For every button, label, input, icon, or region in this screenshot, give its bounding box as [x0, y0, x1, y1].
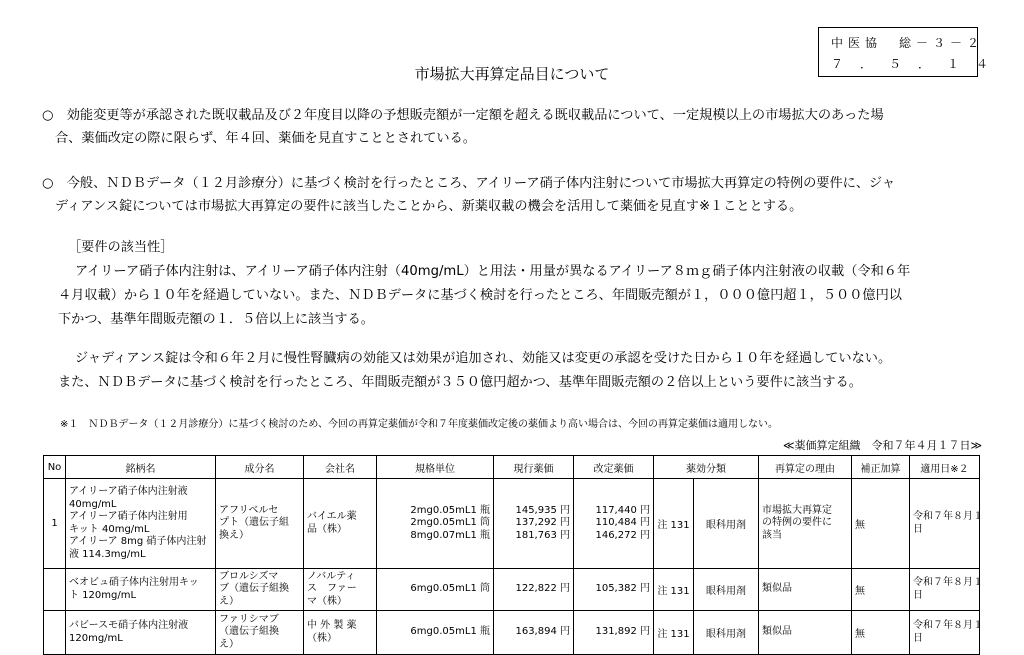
cell-current-price-line: 163,894 円 [515, 626, 570, 638]
header-correction: 補正加算 [852, 456, 910, 479]
cell-correction: 無 [852, 479, 910, 569]
cell-unit [377, 479, 494, 569]
cell-date-line: 令和７年８月１ [913, 511, 983, 522]
footnote: ※１ ＮＤＢデータ（１２月診療分）に基づく検討のため、今回の再算定薬価が令和７年度薬価改定後の薬価より高い場合は、今回の再算定薬価は適用しない。 [60, 419, 778, 430]
header-reason: 再算定の理由 [759, 456, 852, 479]
cell-company [304, 569, 377, 611]
cell-brand [66, 479, 216, 569]
cell-reason-line: の特例の要件に [762, 517, 832, 529]
cell-brand-line: アイリーア 8mg 硝子体内注射 [69, 536, 207, 547]
cell-category: 眼科用剤 [694, 479, 759, 569]
cell-date [910, 479, 983, 569]
cell-category-code: 注 131 [654, 611, 694, 655]
cell-unit-line: 6mg0.05mL1 瓶 [410, 626, 490, 638]
cell-company-line: 品（株） [307, 523, 347, 535]
cell-date-line: 日 [913, 523, 923, 535]
cell-correction: 無 [852, 611, 910, 655]
cell-unit-line: 6mg0.05mL1 筒 [410, 583, 490, 595]
page-title: 市場拡大再算定品目について [414, 65, 610, 83]
cell-no [44, 569, 66, 611]
cell-reason-line: 該当 [762, 529, 782, 541]
cell-reason [759, 611, 852, 655]
cell-date [910, 611, 983, 655]
cell-ingredient-line: ブ（遺伝子組換 [219, 583, 289, 595]
cell-reason [759, 569, 852, 611]
cell-category: 眼科用剤 [694, 569, 759, 611]
cell-reason-line: 類似品 [762, 583, 792, 595]
cell-company-line: （株） [307, 632, 337, 644]
cell-date [910, 569, 983, 611]
cell-brand [66, 569, 216, 611]
cell-company-line: 中 外 製 薬 [307, 620, 357, 631]
cell-reason [759, 479, 852, 569]
cell-current-price-line: 145,935 円 [515, 504, 570, 516]
header-date: 適用日※２ [910, 456, 980, 479]
cell-brand [66, 611, 216, 655]
cell-brand-line: ト 120mg/mL [69, 589, 137, 601]
reference-date: ７．５．１４ [831, 57, 1006, 71]
organization-date: ≪薬価算定組織 令和７年４月１７日≫ [782, 439, 982, 452]
requirement-2-line-1: ジャディアンス錠は令和６年２月に慢性腎臓病の効能又は効果が追加され、効能又は変更の承認を受けた日から１０年を経過していない。 [75, 351, 892, 366]
paragraph-2-line-2: ディアンス錠については市場拡大再算定の要件に該当したことから、新薬収載の機会を活用して薬価を見直す※１こととする。 [55, 199, 803, 214]
cell-current-price-line: 181,763 円 [515, 529, 570, 541]
cell-ingredient-line: ファリシマブ [219, 613, 279, 625]
cell-unit-line: 2mg0.05mL1 筒 [410, 517, 490, 529]
cell-company-line: ス ファー [307, 583, 357, 595]
cell-reason-line: 類似品 [762, 626, 792, 638]
cell-brand-line: 40mg/mL [69, 498, 117, 510]
cell-current-price-line: 122,822 円 [515, 583, 570, 595]
table-row [44, 611, 980, 655]
cell-ingredient-line: プト（遺伝子組 [219, 517, 289, 529]
cell-brand-line: バビースモ硝子体内注射液 [69, 620, 189, 631]
cell-current-price [494, 569, 574, 611]
header-current-price: 現行薬価 [494, 456, 574, 479]
cell-current-price [494, 479, 574, 569]
cell-revised-price-line: 105,382 円 [595, 583, 650, 595]
cell-ingredient [216, 611, 304, 655]
cell-revised-price-line: 146,272 円 [595, 529, 650, 541]
cell-ingredient-line: （遺伝子組換 [219, 626, 279, 638]
cell-unit-line: 2mg0.05mL1 瓶 [410, 504, 490, 516]
cell-current-price-line: 137,292 円 [515, 517, 570, 529]
cell-revised-price [574, 569, 654, 611]
cell-company [304, 611, 377, 655]
cell-category: 眼科用剤 [694, 611, 759, 655]
cell-correction: 無 [852, 569, 910, 611]
header-category: 薬効分類 [654, 456, 759, 479]
cell-revised-price-line: 110,484 円 [595, 517, 650, 529]
table-body [44, 479, 983, 655]
cell-company-line: マ（株） [307, 595, 347, 607]
paragraph-2-line-1: ○ 今般、ＮＤＢデータ（１２月診療分）に基づく検討を行ったところ、アイリーア硝子体内注射について市場拡大再算定の特例の要件に、ジャ [42, 176, 896, 191]
table-header-row [44, 456, 980, 479]
requirement-1-line-3: 下かつ、基準年間販売額の１．５倍以上に該当する。 [58, 312, 374, 327]
cell-reason-line: 市場拡大再算定 [762, 504, 832, 516]
cell-ingredient-line: え） [219, 638, 239, 650]
cell-ingredient-line: え） [219, 595, 239, 607]
cell-current-price [494, 611, 574, 655]
cell-brand-line: ベオビュ硝子体内注射用キッ [69, 577, 199, 588]
reference-code: 中医協 総－３－２ [831, 36, 985, 50]
header-brand: 銘柄名 [66, 456, 216, 479]
header-ingredient: 成分名 [216, 456, 304, 479]
header-company: 会社名 [304, 456, 377, 479]
cell-revised-price [574, 479, 654, 569]
cell-brand-line: アイリーア硝子体内注射用 [69, 511, 188, 522]
cell-date-line: 令和７年８月１ [913, 577, 983, 588]
cell-ingredient [216, 479, 304, 569]
cell-date-line: 日 [913, 632, 923, 644]
cell-category-code: 注 131 [654, 569, 694, 611]
cell-brand-line: アイリーア硝子体内注射液 [69, 486, 188, 497]
paragraph-1-line-2: 合、薬価改定の際に限らず、年４回、薬価を見直すこととされている。 [55, 131, 476, 146]
cell-company [304, 479, 377, 569]
cell-revised-price-line: 117,440 円 [595, 504, 650, 516]
cell-revised-price [574, 611, 654, 655]
header-unit: 規格単位 [377, 456, 494, 479]
cell-ingredient-line: 換え） [219, 529, 249, 541]
cell-date-line: 令和７年８月１ [913, 620, 983, 631]
paragraph-1-line-1: ○ 効能変更等が承認された既収載品及び２年度目以降の予想販売額が一定額を超える既収載品について、一定規模以上の市場拡大のあった場 [42, 108, 884, 123]
cell-revised-price-line: 131,892 円 [595, 626, 650, 638]
cell-date-line: 日 [913, 589, 923, 601]
header-no: No [44, 456, 66, 479]
cell-brand-line: 120mg/mL [69, 632, 123, 644]
cell-ingredient-line: アフリベルセ [219, 504, 279, 516]
cell-ingredient-line: ブロルシズマ [219, 570, 279, 582]
table-row [44, 479, 980, 569]
table-row [44, 569, 980, 611]
cell-brand-line: キット 40mg/mL [69, 523, 150, 535]
requirements-heading: ［要件の該当性］ [68, 240, 174, 255]
repricing-table [43, 455, 983, 655]
cell-category-code: 注 131 [654, 479, 694, 569]
cell-company-line: ノバルティ [307, 570, 356, 582]
requirement-2-line-2: また、ＮＤＢデータに基づく検討を行ったところ、年間販売額が３５０億円超かつ、基準年間販売額の２倍以上という要件に該当する。 [58, 375, 862, 390]
cell-unit-line: 8mg0.07mL1 瓶 [410, 529, 490, 541]
cell-company-line: バイエル薬 [307, 511, 357, 522]
cell-unit [377, 611, 494, 655]
header-revised-price: 改定薬価 [574, 456, 654, 479]
requirement-1-line-2: ４月収載）から１０年を経過していない。また、ＮＤＢデータに基づく検討を行ったところ、年間販売額が１，０００億円超１，５００億円以 [58, 288, 902, 303]
requirement-1-line-1: アイリーア硝子体内注射は、アイリーア硝子体内注射（40mg/mL）と用法・用量が異なるアイリーア８ｍｇ硝子体内注射液の収載（令和６年 [75, 264, 911, 279]
cell-no: 1 [44, 479, 66, 569]
cell-no [44, 611, 66, 655]
cell-unit [377, 569, 494, 611]
cell-brand-line: 液 114.3mg/mL [69, 548, 146, 560]
cell-ingredient [216, 569, 304, 611]
